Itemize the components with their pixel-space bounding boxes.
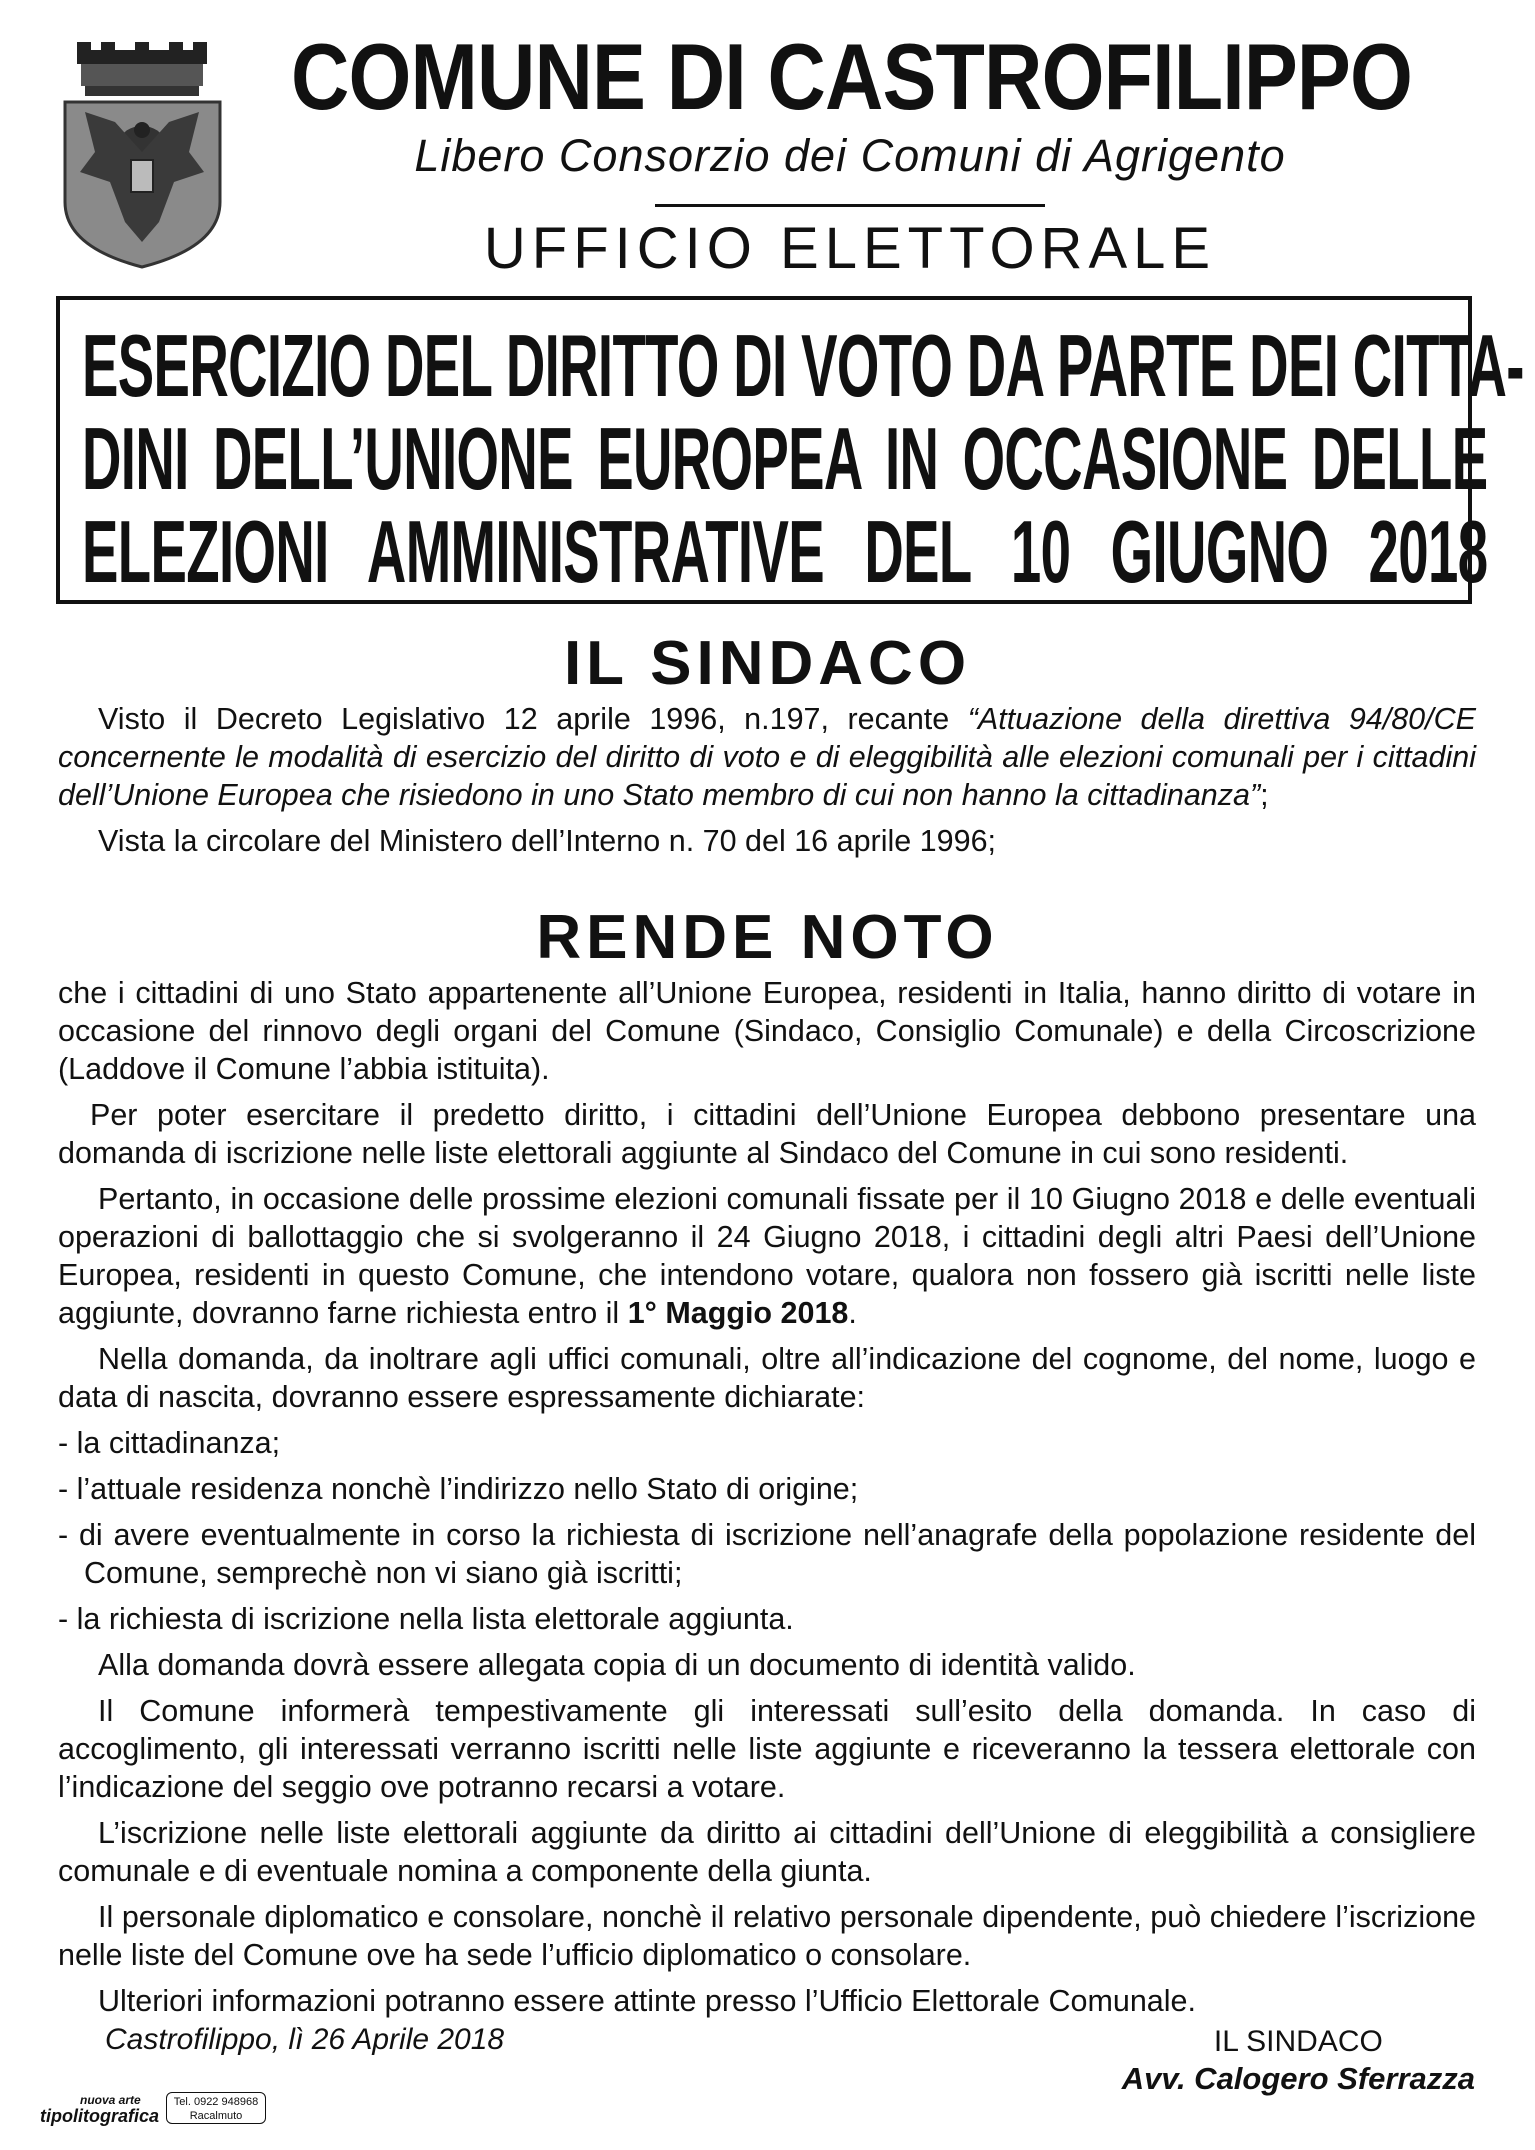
deadline-date: 1° Maggio 2018 — [627, 1296, 849, 1330]
signature-block — [1122, 2025, 1475, 2097]
printer-mark — [40, 2092, 270, 2126]
body-paragraph-3-lead: Pertanto, in occasione delle prossime elezioni comunali fissate per il 10 Giugno 2018 e delle eventuali operazioni di ballottaggio che si svolgeranno il 24 Giugno 2018, i cittadini degli altri Paesi dell’Unione Europea, residenti in questo Comune, che intendono votare, qualora non fossero già iscritti nelle liste aggiunte, dovranno farne richiesta entro il — [58, 1182, 1476, 1330]
body-paragraph-3-end: . — [848, 1296, 857, 1330]
body-paragraph-6: Il Comune informerà tempestivamente gli interessati sull’esito della domanda. In caso di accoglimento, gli interessati verranno iscritti nelle liste aggiunte e riceveranno la tessera elettorale con l’indicazione del seggio ove potranno recarsi a votare. — [58, 1694, 1476, 1804]
rende-noto-heading: RENDE NOTO — [536, 903, 999, 972]
printer-city: Racalmuto — [189, 2110, 243, 2122]
preamble-decree — [58, 700, 1476, 814]
place-date: Castrofilippo, lì 26 Aprile 2018 — [105, 2023, 505, 2056]
header — [200, 24, 1500, 282]
printer-logo-top: nuova arte — [80, 2093, 141, 2107]
printer-logo-bottom: tipolitografica — [40, 2106, 160, 2126]
list-item: - la richiesta di iscrizione nella lista elettorale aggiunta. — [58, 1602, 794, 1636]
notice-title-line-1: ESERCIZIO DEL DIRITTO DI VOTO DA PARTE DEI CITTA- — [82, 316, 1524, 415]
signature-title: IL SINDACO — [1213, 2025, 1383, 2058]
body-paragraph-8: Il personale diplomatico e consolare, nonchè il relativo personale dipendente, può chiedere l’iscrizione nelle liste del Comune ove ha sede l’ufficio diplomatico o consolare. — [58, 1900, 1476, 1972]
body-paragraph-5: Alla domanda dovrà essere allegata copia di un documento di identità valido. — [98, 1648, 1136, 1682]
municipality-title: COMUNE DI CASTROFILIPPO — [291, 24, 1412, 129]
body-paragraph-7: L’iscrizione nelle liste elettorali aggiunte da diritto ai cittadini dell’Unione di eleggibilità a consigliere comunale e di eventuale nomina a componente della giunta. — [58, 1816, 1476, 1888]
preamble-decree-lead: Visto il Decreto Legislativo 12 aprile 1996, n.197, recante — [98, 702, 968, 736]
body-paragraph-4: Nella domanda, da inoltrare agli uffici comunali, oltre all’indicazione del cognome, del nome, luogo e data di nascita, dovranno essere espressamente dichiarate: — [58, 1342, 1476, 1414]
printer-contact — [166, 2092, 266, 2124]
header-divider — [655, 204, 1045, 207]
sindaco-heading: IL SINDACO — [563, 629, 972, 698]
body-paragraph-3 — [58, 1180, 1476, 1332]
list-item: - l’attuale residenza nonchè l’indirizzo nello Stato di origine; — [58, 1472, 859, 1506]
preamble — [58, 700, 1476, 868]
list-item: - la cittadinanza; — [58, 1426, 281, 1460]
municipality-subtitle: Libero Consorzio dei Comuni di Agrigento — [414, 130, 1286, 181]
notice-body — [58, 974, 1476, 2028]
preamble-decree-end: ; — [1260, 778, 1269, 812]
notice-title-box — [56, 296, 1524, 604]
body-paragraph-9: Ulteriori informazioni potranno essere attinte presso l’Ufficio Elettorale Comunale. — [98, 1984, 1196, 2018]
printer-logo — [40, 2092, 160, 2126]
body-paragraph-2: Per poter esercitare il predetto diritto, i cittadini dell’Unione Europea debbono presentare una domanda di iscrizione nelle liste elettorali aggiunte al Sindaco del Comune in cui sono residenti. — [58, 1098, 1476, 1170]
body-paragraph-1: che i cittadini di uno Stato appartenente all’Unione Europea, residenti in Italia, hanno diritto di votare in occasione del rinnovo degli organi del Comune (Sindaco, Consiglio Comunale) e della Circoscrizione (Laddove il Comune l’abbia istituita). — [58, 976, 1476, 1086]
declaration-list — [58, 1424, 1476, 1638]
office-name: UFFICIO ELETTORALE — [483, 216, 1217, 281]
notice-title-line-2: DINI DELL’UNIONE EUROPEA IN OCCASIONE DELLE — [82, 409, 1488, 508]
preamble-circular: Vista la circolare del Ministero dell’Interno n. 70 del 16 aprile 1996; — [98, 824, 997, 858]
preamble-decree-quote: “Attuazione della direttiva 94/80/CE concernente le modalità di esercizio del diritto di voto e di eleggibilità alle elezioni comunali per i cittadini dell’Unione Europea che risiedono in uno Stato membro di cui non hanno la cittadinanza” — [58, 702, 1476, 812]
signature-name: Avv. Calogero Sferrazza — [1121, 2061, 1475, 2096]
notice-title-line-3: ELEZIONI AMMINISTRATIVE DEL 10 GIUGNO 2018 — [82, 502, 1488, 601]
printer-phone: Tel. 0922 948968 — [173, 2096, 259, 2108]
list-item: - di avere eventualmente in corso la richiesta di iscrizione nell’anagrafe della popolazione residente del Comune, semprechè non vi siano già iscritti; — [58, 1518, 1476, 1590]
